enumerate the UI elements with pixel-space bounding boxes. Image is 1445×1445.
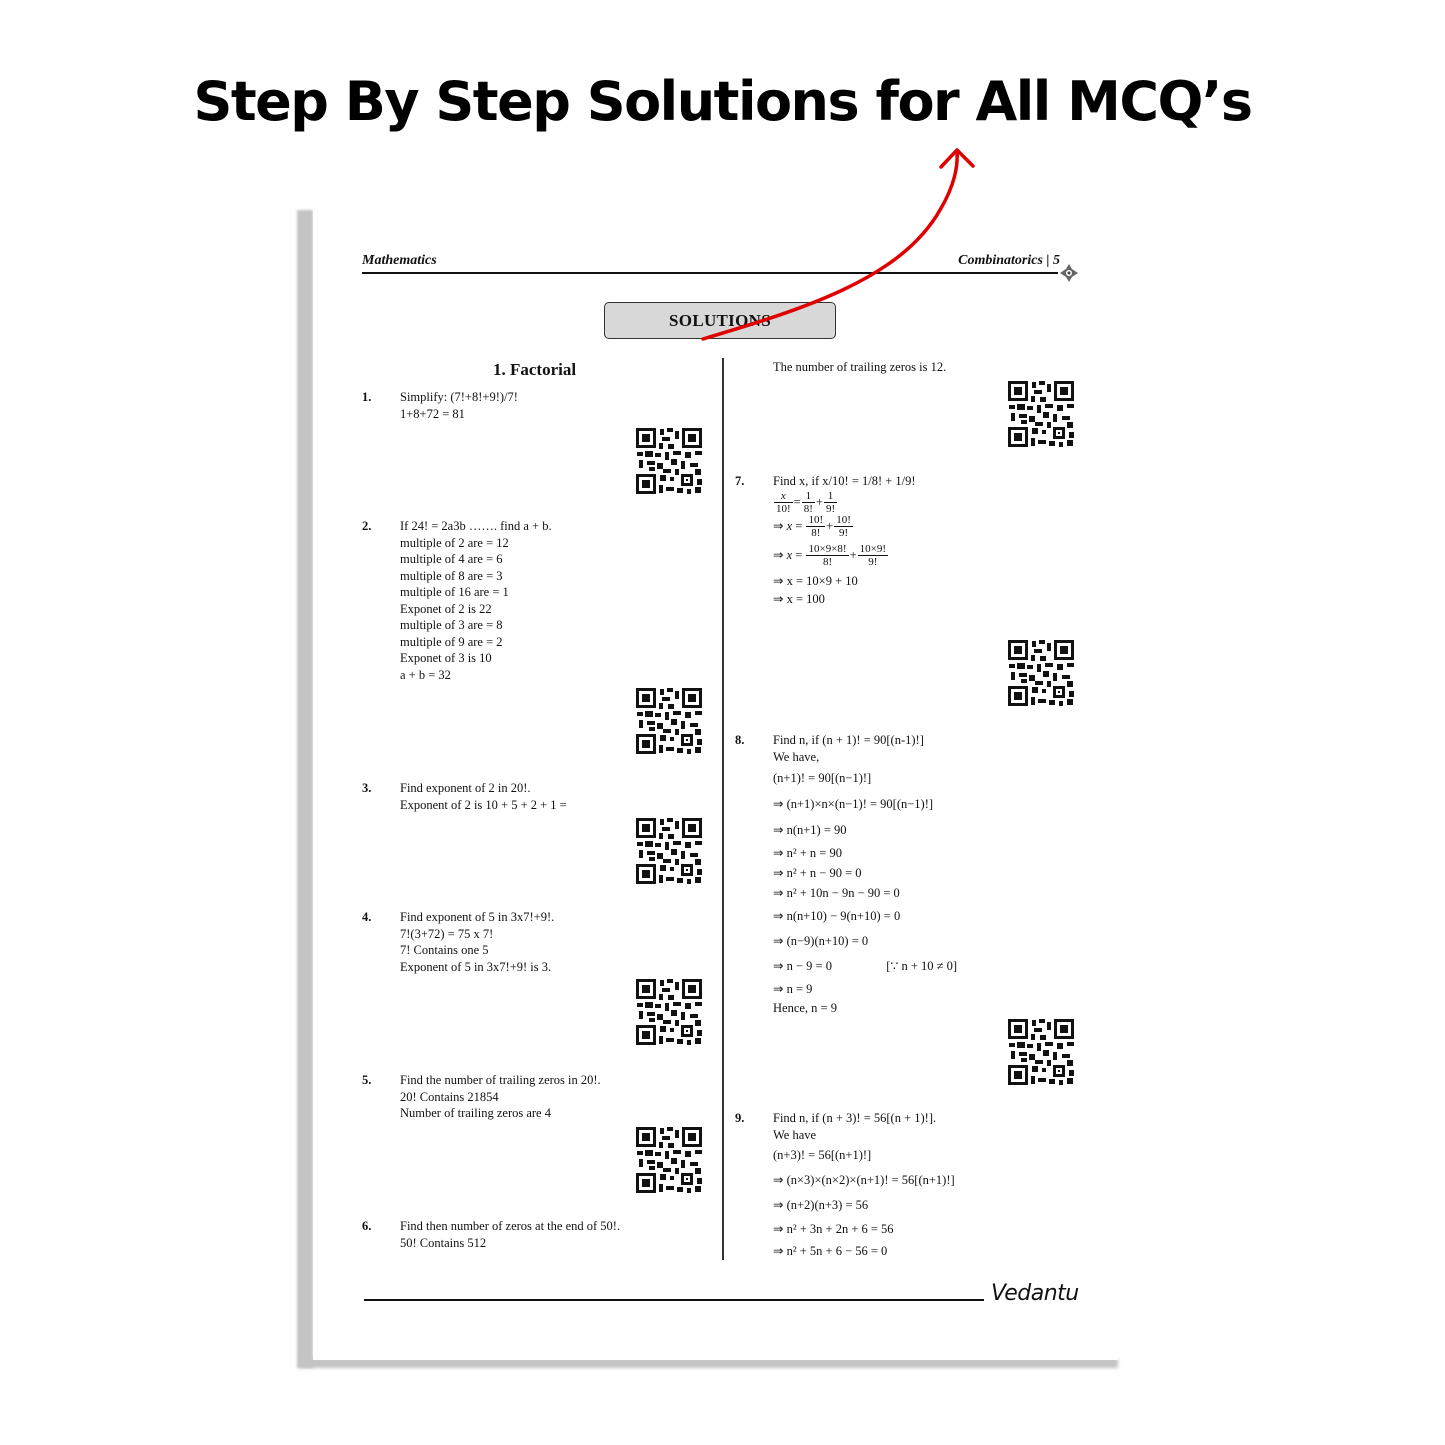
qr-code-icon[interactable] (635, 1126, 703, 1194)
math-step: ⇒ x = 100 (773, 591, 825, 606)
qr-code-icon[interactable] (635, 427, 703, 495)
math-step: (n+3)! = 56[(n+1)!] (773, 1148, 872, 1162)
footer-rule (364, 1299, 984, 1301)
question-number: 9. (735, 1111, 745, 1125)
math-step: ⇒ n² + 10n − 9n − 90 = 0 (773, 886, 900, 900)
ornament-icon (1059, 263, 1079, 283)
math-note: [∵ n + 10 ≠ 0] (886, 959, 958, 973)
header-rule (362, 272, 1058, 274)
question-text: If 24! = 2a3b ……. find a + b. (400, 519, 552, 533)
solution-line: multiple of 8 are = 3 (400, 568, 503, 583)
math-step: ⇒ (n+1)×n×(n−1)! = 90[(n−1)!] (773, 797, 934, 811)
solution-intro: We have (773, 1127, 817, 1142)
math-step: ⇒ (n−9)(n+10) = 0 (773, 934, 869, 948)
question-text: Find n, if (n + 3)! = 56[(n + 1)!]. (773, 1111, 937, 1125)
question-text: Find x, if x/10! = 1/8! + 1/9! (773, 474, 916, 488)
question-text: Find exponent of 5 in 3x7!+9!. (400, 910, 555, 924)
math-step: ⇒ n = 9 (773, 982, 813, 996)
solution-line: 7!(3+72) = 75 x 7! (400, 926, 494, 941)
math-step: ⇒ (n×3)×(n×2)×(n+1)! = 56[(n+1)!] (773, 1173, 955, 1187)
math-step: (n+1)! = 90[(n−1)!] (773, 771, 872, 785)
page-shadow-left (297, 210, 313, 1368)
math-step: ⇒ n − 9 = 0 (773, 959, 832, 973)
math-step: ⇒ x = $\frac{10!}{8!}$ + $\frac{10!}{9!}$ (773, 514, 851, 540)
solutions-label: SOLUTIONS (604, 302, 836, 339)
math-step: ⇒ n² + n − 90 = 0 (773, 866, 862, 880)
question-text: Find n, if (n + 1)! = 90[(n-1)!] (773, 733, 924, 747)
math-step: $\frac{x}{10!}$ = $\frac{1}{8!}$ + $\frac{1}{9!}$ (776, 490, 836, 516)
question-number: 7. (735, 474, 745, 488)
solution-line: Number of trailing zeros are 4 (400, 1106, 551, 1120)
qr-code-icon[interactable] (1007, 639, 1075, 707)
question-number: 4. (362, 910, 372, 924)
column-divider (722, 358, 724, 1260)
brand-logo: Vedantu (991, 1281, 1079, 1306)
question-number: 2. (362, 519, 372, 533)
question-text: Simplify: (7!+8!+9!)/7! (400, 390, 518, 404)
math-step: ⇒ n² + 3n + 2n + 6 = 56 (773, 1222, 894, 1236)
solution-line: Exponent of 5 in 3x7!+9! is 3. (400, 959, 552, 974)
qr-code-icon[interactable] (1007, 380, 1075, 448)
math-step: ⇒ (n+2)(n+3) = 56 (773, 1198, 869, 1212)
question-number: 8. (735, 733, 745, 747)
solution-line: multiple of 3 are = 8 (400, 618, 503, 632)
solution-line: a + b = 32 (400, 667, 451, 682)
solution-line: multiple of 16 are = 1 (400, 585, 509, 599)
math-step: ⇒ n(n+1) = 90 (773, 823, 847, 837)
solution-line: multiple of 9 are = 2 (400, 634, 503, 649)
running-head-chapter: Combinatorics | 5 (958, 253, 1060, 268)
qr-code-icon[interactable] (635, 687, 703, 755)
math-step: ⇒ x = $\frac{10\times 9\times 8!}{8!}$ + $\frac{10\times 9!}{9!}$ (773, 543, 886, 569)
math-step: ⇒ x = 10×9 + 10 (773, 573, 858, 588)
solution-line: Exponet of 3 is 10 (400, 651, 492, 665)
math-step: ⇒ n(n+10) − 9(n+10) = 0 (773, 909, 901, 923)
question-number: 5. (362, 1073, 372, 1087)
math-step (773, 954, 957, 978)
solution-line: multiple of 4 are = 6 (400, 552, 503, 566)
solution-line: Exponet of 2 is 22 (400, 601, 492, 616)
question-text: Find then number of zeros at the end of 50!. (400, 1219, 621, 1233)
section-title: 1. Factorial (493, 360, 577, 379)
document-page (313, 210, 1118, 1360)
qr-code-icon[interactable] (635, 978, 703, 1046)
headline: Step By Step Solutions for All MCQ’s (193, 70, 1252, 133)
conclusion: Hence, n = 9 (773, 1001, 837, 1015)
question-text: Find exponent of 2 in 20!. (400, 781, 531, 795)
question-text: Find the number of trailing zeros in 20!. (400, 1073, 601, 1087)
question-number: 3. (362, 781, 372, 795)
solution-line: The number of trailing zeros is 12. (773, 360, 947, 374)
qr-code-icon[interactable] (1007, 1018, 1075, 1086)
qr-code-icon[interactable] (635, 817, 703, 885)
question-number: 6. (362, 1219, 372, 1233)
solution-line: 50! Contains 512 (400, 1235, 487, 1250)
continued-solution (773, 359, 946, 376)
solution-line: Exponent of 2 is 10 + 5 + 2 + 1 = (400, 797, 567, 812)
solution-intro: We have, (773, 749, 820, 764)
solution-line: multiple of 2 are = 12 (400, 535, 509, 550)
solution-line: 7! Contains one 5 (400, 943, 489, 957)
question-number: 1. (362, 390, 372, 404)
solution-line: 1+8+72 = 81 (400, 406, 465, 421)
math-step: ⇒ n² + 5n + 6 − 56 = 0 (773, 1244, 888, 1258)
math-step: ⇒ n² + n = 90 (773, 846, 842, 860)
solution-line: 20! Contains 21854 (400, 1089, 499, 1104)
running-head-subject: Mathematics (362, 253, 437, 268)
